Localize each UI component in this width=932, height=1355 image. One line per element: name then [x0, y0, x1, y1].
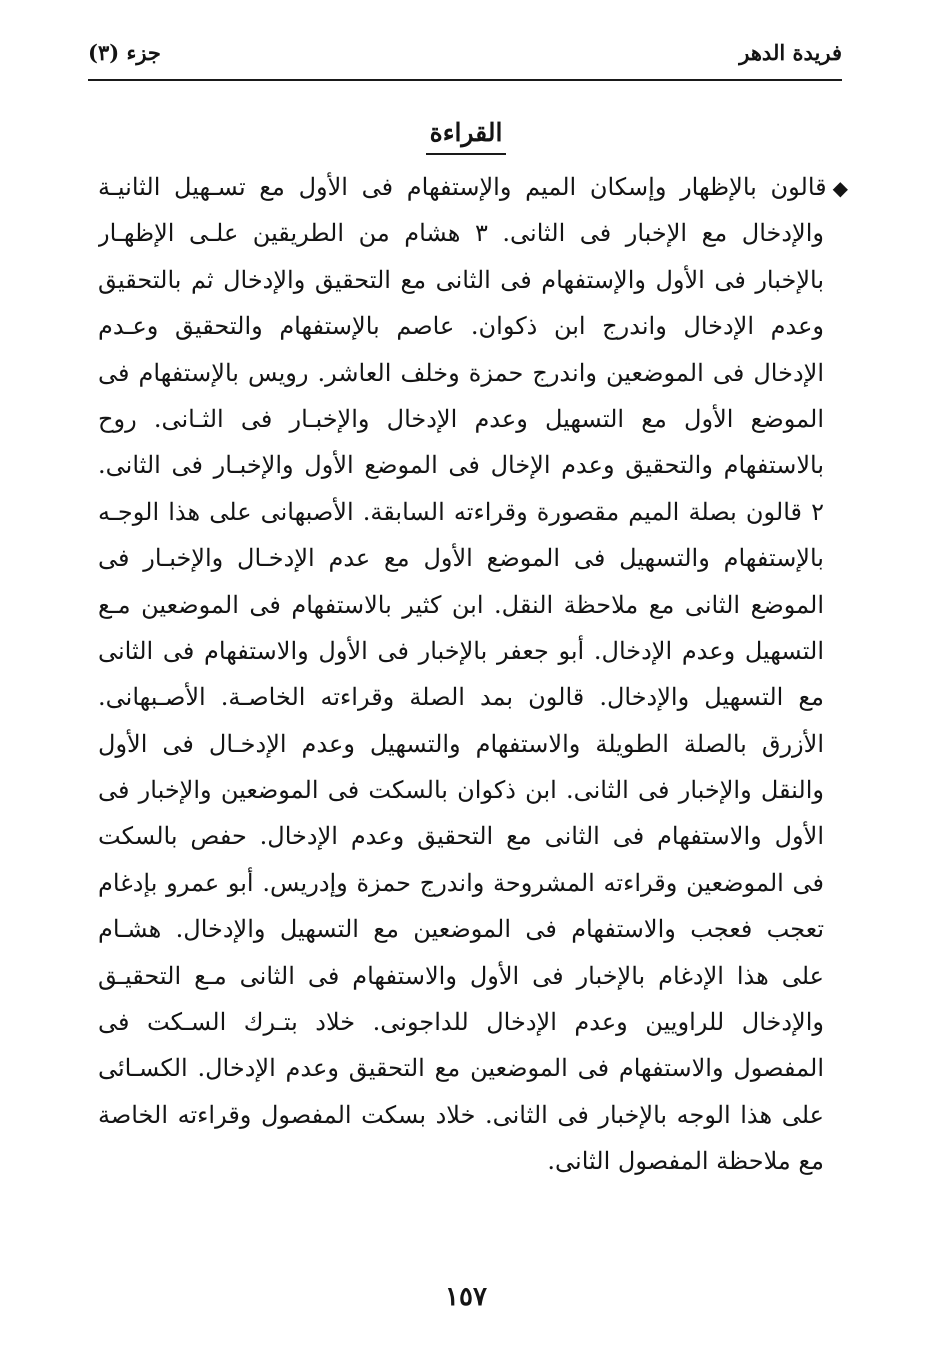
text-line: على هذا الوجه بالإخبار فى الثانى. خلاد بسكت المفصول وقراءته الخاصة [98, 1100, 824, 1129]
text-line: والإدخال مع الإخبار فى الثانى. ٣ هشام من الطريقين علـى الإظهـار [98, 219, 824, 248]
running-header [88, 36, 842, 76]
text-line: وعدم الإدخال واندرج ابن ذكوان. عاصم بالإستفهام والتحقيق وعـدم [98, 312, 824, 341]
book-title: فريدة الدهر [739, 40, 842, 65]
text-line: والنقل والإخبار فى الثانى. ابن ذكوان بالسكت فى الموضعين والإخبار فى [98, 776, 824, 805]
text-line: الأزرق بالصلة الطويلة والاستفهام والتسهيل وعدم الإدخـال فى الأول [98, 729, 824, 758]
text-line: الموضع الثانى مع ملاحظة النقل. ابن كثير بالاستفهام فى الموضعين مـع [98, 590, 824, 619]
page-number: ١٥٧ [445, 1282, 487, 1312]
section-title [0, 118, 932, 155]
text-line: على هذا الإدغام بالإخبار فى الأول والاستفهام فى الثانى مـع التحقيـق [98, 961, 824, 990]
text-line [98, 164, 848, 210]
text-line: مع ملاحظة المفصول الثانى. [547, 1147, 824, 1176]
text-line: فى الموضعين وقراءته المشروحة واندرج حمزة وإدريس. أبو عمرو بإدغام [98, 868, 824, 897]
body-text [98, 164, 848, 1185]
volume-label: جزء (٣) [88, 40, 161, 65]
text-line: تعجب فعجب والاستفهام فى الموضعين مع التسهيل والإدخال. هشـام [98, 915, 824, 944]
text-line: المفصول والاستفهام فى الموضعين مع التحقيق وعدم الإدخال. الكسـائى [98, 1054, 824, 1083]
text-line: الموضع الأول مع التسهيل وعدم الإدخال والإخبـار فى الثـانى. روح [98, 404, 824, 433]
text-line: بالاستفهام والتحقيق وعدم الإخال فى الموضع الأول والإخبـار فى الثانى. [98, 451, 824, 480]
text-line: ٢ قالون بصلة الميم مقصورة وقراءته السابقة. الأصبهانى على هذا الوجـه [98, 497, 824, 526]
text-line: بالإستفهام والتسهيل فى الموضع الأول مع عدم الإدخـال والإخبـار فى [98, 544, 824, 573]
text-line: بالإخبار فى الأول والإستفهام فى الثانى مع التحقيق والإدخال ثم بالتحقيق [98, 265, 824, 294]
diamond-icon: ◆ [832, 176, 848, 200]
header-rule [88, 79, 842, 81]
text-line: الإدخال فى الموضعين واندرج حمزة وخلف العاشر. رويس بالإستفهام فى [98, 358, 824, 387]
text-line: التسهيل وعدم الإدخال. أبو جعفر بالإخبار فى الأول والاستفهام فى الثانى [98, 636, 824, 665]
section-title-text: القراءة [426, 118, 507, 155]
text-line: مع التسهيل والإدخال. قالون بمد الصلة وقراءته الخاصـة. الأصـبهانى. [98, 683, 824, 712]
text-line: الأول والاستفهام فى الثانى مع التحقيق وعدم الإدخال. حفص بالسكت [98, 822, 824, 851]
text-line: والإدخال للراويين وعدم الإدخال للداجونى. خلاد بتـرك السـكت فى [98, 1008, 824, 1037]
text-line-content: قالون بالإظهار وإسكان الميم والإستفهام فى الأول مع تسـهيل الثانيـة [98, 173, 827, 201]
